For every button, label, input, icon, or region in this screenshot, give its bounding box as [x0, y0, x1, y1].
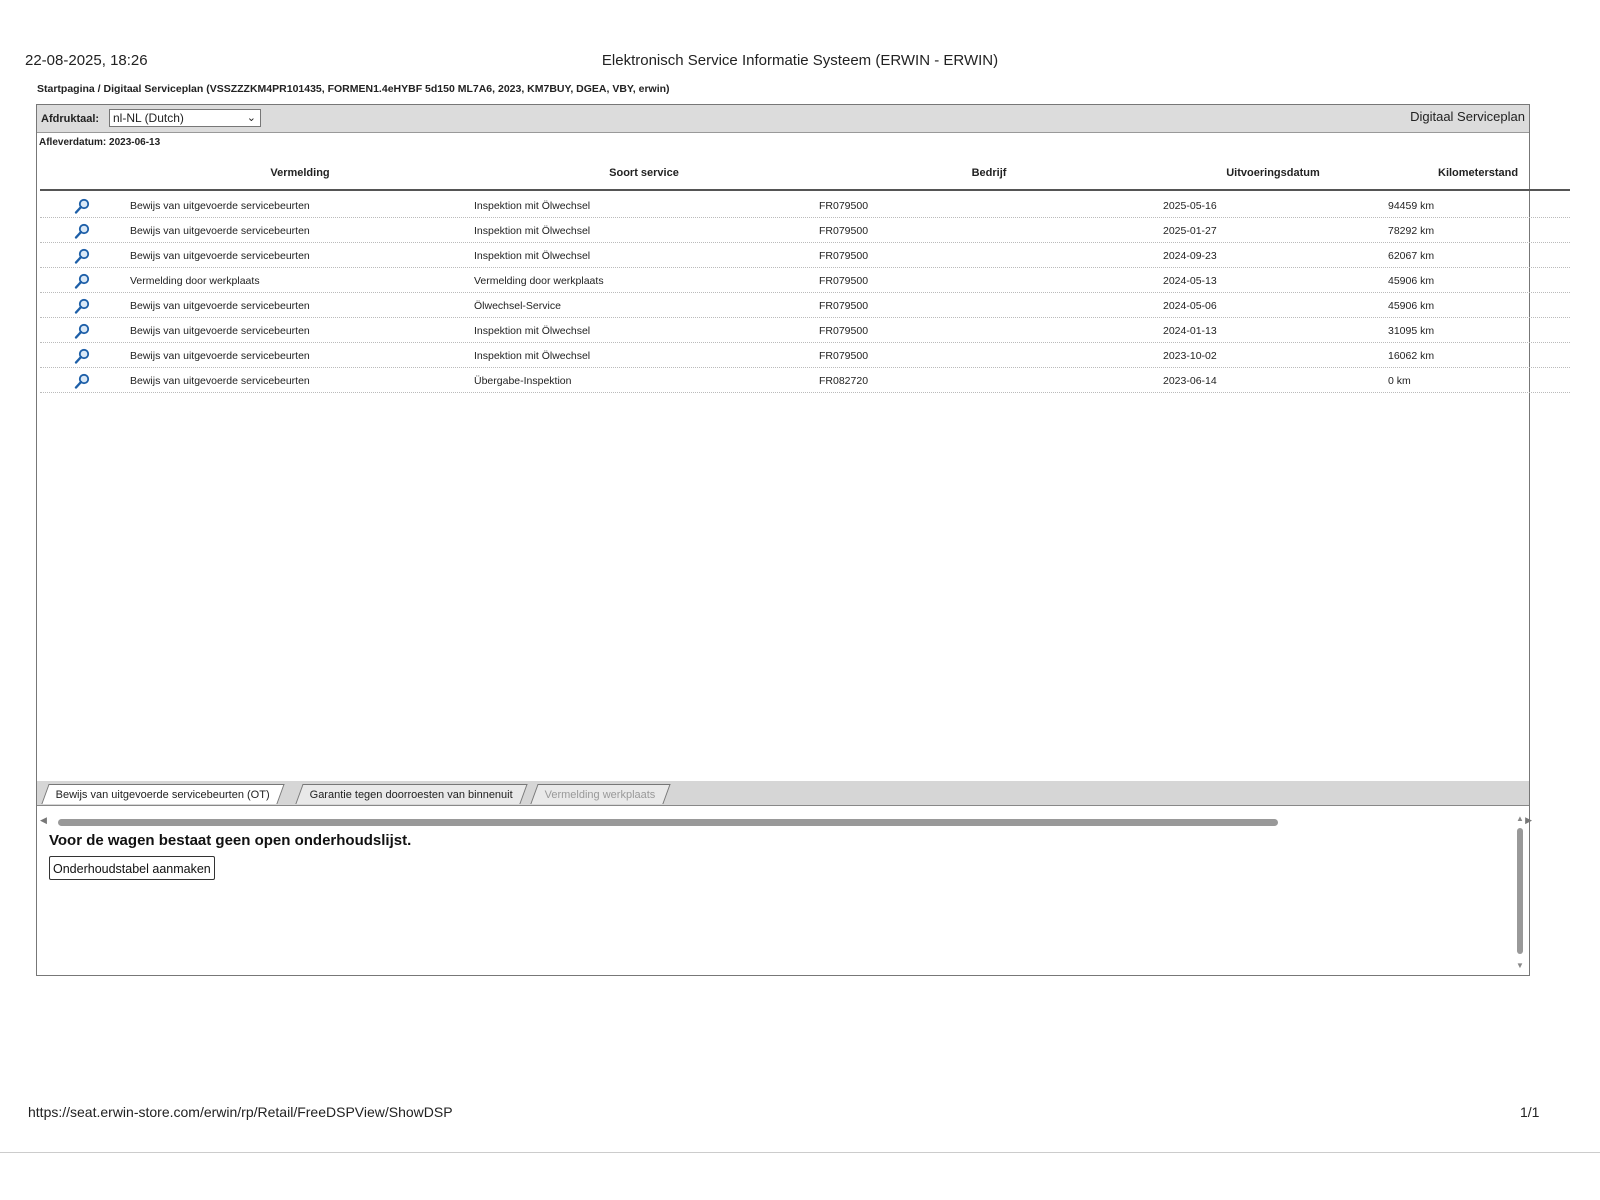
delivery-date: Afleverdatum: 2023-06-13: [39, 137, 161, 148]
cell-bedrijf: FR079500: [819, 275, 869, 287]
cell-soort-service: Inspektion mit Ölwechsel: [474, 250, 591, 262]
cell-kilometerstand: 78292 km: [1388, 225, 1435, 237]
cell-kilometerstand: 94459 km: [1388, 200, 1435, 212]
footer-divider: [0, 1152, 1600, 1153]
cell-bedrijf: FR079500: [819, 200, 869, 212]
tab-bar: [37, 781, 1529, 806]
scroll-up-icon[interactable]: ▲: [1516, 814, 1524, 823]
print-language-select[interactable]: [109, 109, 261, 127]
magnifier-icon[interactable]: [74, 198, 90, 214]
cell-kilometerstand: 16062 km: [1388, 350, 1435, 362]
print-language-value: nl-NL (Dutch): [113, 111, 184, 125]
cell-uitvoeringsdatum: 2025-01-27: [1163, 225, 1217, 237]
cell-bedrijf: FR079500: [819, 350, 869, 362]
table-header-row: [40, 155, 1570, 191]
cell-soort-service: Inspektion mit Ölwechsel: [474, 325, 591, 337]
cell-bedrijf: FR079500: [819, 250, 869, 262]
magnifier-icon[interactable]: [74, 223, 90, 239]
table-row: [40, 318, 1570, 343]
create-maintenance-table-button[interactable]: Onderhoudstabel aanmaken: [49, 856, 215, 880]
table-row: [40, 268, 1570, 293]
tab-label: Garantie tegen doorroesten van binnenuit: [309, 789, 513, 801]
maintenance-area: [37, 806, 1529, 974]
table-row: [40, 368, 1570, 393]
column-header-kilometerstand[interactable]: Kilometerstand: [1438, 167, 1519, 179]
panel-title: Digitaal Serviceplan: [1410, 109, 1525, 124]
cell-soort-service: Inspektion mit Ölwechsel: [474, 225, 591, 237]
magnifier-icon[interactable]: [74, 323, 90, 339]
cell-vermelding: Bewijs van uitgevoerde servicebeurten: [130, 300, 310, 312]
scroll-down-icon[interactable]: ▼: [1516, 961, 1524, 970]
cell-kilometerstand: 31095 km: [1388, 325, 1435, 337]
cell-bedrijf: FR082720: [819, 375, 869, 387]
magnifier-icon[interactable]: [74, 273, 90, 289]
cell-vermelding: Bewijs van uitgevoerde servicebeurten: [130, 325, 310, 337]
tab-label: Vermelding werkplaats: [544, 789, 656, 801]
service-plan-panel: [36, 104, 1530, 976]
print-language-label: Afdruktaal:: [41, 113, 100, 125]
cell-kilometerstand: 45906 km: [1388, 275, 1435, 287]
magnifier-icon[interactable]: [74, 248, 90, 264]
cell-bedrijf: FR079500: [819, 300, 869, 312]
table-row: [40, 218, 1570, 243]
tab-label: Bewijs van uitgevoerde servicebeurten (OT): [55, 789, 270, 801]
magnifier-icon[interactable]: [74, 373, 90, 389]
cell-vermelding: Bewijs van uitgevoerde servicebeurten: [130, 350, 310, 362]
cell-uitvoeringsdatum: 2025-05-16: [1163, 200, 1217, 212]
cell-uitvoeringsdatum: 2023-10-02: [1163, 350, 1217, 362]
cell-soort-service: Übergabe-Inspektion: [474, 375, 572, 387]
cell-bedrijf: FR079500: [819, 225, 869, 237]
cell-bedrijf: FR079500: [819, 325, 869, 337]
cell-kilometerstand: 45906 km: [1388, 300, 1435, 312]
tab-garantie-doorroesten[interactable]: [295, 784, 527, 804]
cell-vermelding: Bewijs van uitgevoerde servicebeurten: [130, 225, 310, 237]
cell-kilometerstand: 0 km: [1388, 375, 1411, 387]
table-row: [40, 343, 1570, 368]
cell-uitvoeringsdatum: 2024-01-13: [1163, 325, 1217, 337]
no-maintenance-list-message: Voor de wagen bestaat geen open onderhoudslijst.: [49, 832, 412, 849]
cell-uitvoeringsdatum: 2024-09-23: [1163, 250, 1217, 262]
scroll-right-icon[interactable]: ▶: [1525, 815, 1532, 825]
column-header-vermelding[interactable]: Vermelding: [270, 167, 330, 179]
toolbar: [37, 105, 1529, 133]
tab-vermelding-werkplaats: [530, 784, 670, 804]
print-datetime: 22-08-2025, 18:26: [25, 52, 148, 69]
service-table: [40, 155, 1532, 825]
magnifier-icon[interactable]: [74, 298, 90, 314]
cell-uitvoeringsdatum: 2024-05-13: [1163, 275, 1217, 287]
footer-page-number: 1/1: [1520, 1104, 1540, 1120]
cell-vermelding: Bewijs van uitgevoerde servicebeurten: [130, 200, 310, 212]
scroll-left-icon[interactable]: ◀: [40, 815, 47, 825]
cell-kilometerstand: 62067 km: [1388, 250, 1435, 262]
print-title: Elektronisch Service Informatie Systeem (ERWIN - ERWIN): [601, 52, 999, 69]
cell-soort-service: Vermelding door werkplaats: [474, 275, 604, 287]
cell-uitvoeringsdatum: 2024-05-06: [1163, 300, 1217, 312]
table-row: [40, 193, 1570, 218]
print-header: [0, 52, 1600, 72]
table-row: [40, 293, 1570, 318]
column-header-soort-service[interactable]: Soort service: [609, 167, 679, 179]
cell-uitvoeringsdatum: 2023-06-14: [1163, 375, 1217, 387]
magnifier-icon[interactable]: [74, 348, 90, 364]
column-header-bedrijf[interactable]: Bedrijf: [971, 167, 1007, 179]
cell-soort-service: Ölwechsel-Service: [474, 300, 561, 312]
cell-vermelding: Bewijs van uitgevoerde servicebeurten: [130, 250, 310, 262]
cell-soort-service: Inspektion mit Ölwechsel: [474, 200, 591, 212]
cell-soort-service: Inspektion mit Ölwechsel: [474, 350, 591, 362]
footer-url: https://seat.erwin-store.com/erwin/rp/Retail/FreeDSPView/ShowDSP: [28, 1104, 453, 1120]
table-row: [40, 243, 1570, 268]
cell-vermelding: Vermelding door werkplaats: [130, 275, 260, 287]
breadcrumb[interactable]: Startpagina / Digitaal Serviceplan (VSSZZZKM4PR101435, FORMEN1.4eHYBF 5d150 ML7A6, 2023, KM7BUY, DGEA, VBY, erwin): [37, 83, 670, 95]
vertical-scroll-thumb[interactable]: [1517, 828, 1523, 954]
column-header-uitvoeringsdatum[interactable]: Uitvoeringsdatum: [1226, 167, 1320, 179]
chevron-down-icon: ⌄: [246, 112, 256, 124]
tab-bewijs-servicebeurten[interactable]: [41, 784, 284, 804]
cell-vermelding: Bewijs van uitgevoerde servicebeurten: [130, 375, 310, 387]
vertical-scrollbar[interactable]: [1514, 814, 1526, 970]
